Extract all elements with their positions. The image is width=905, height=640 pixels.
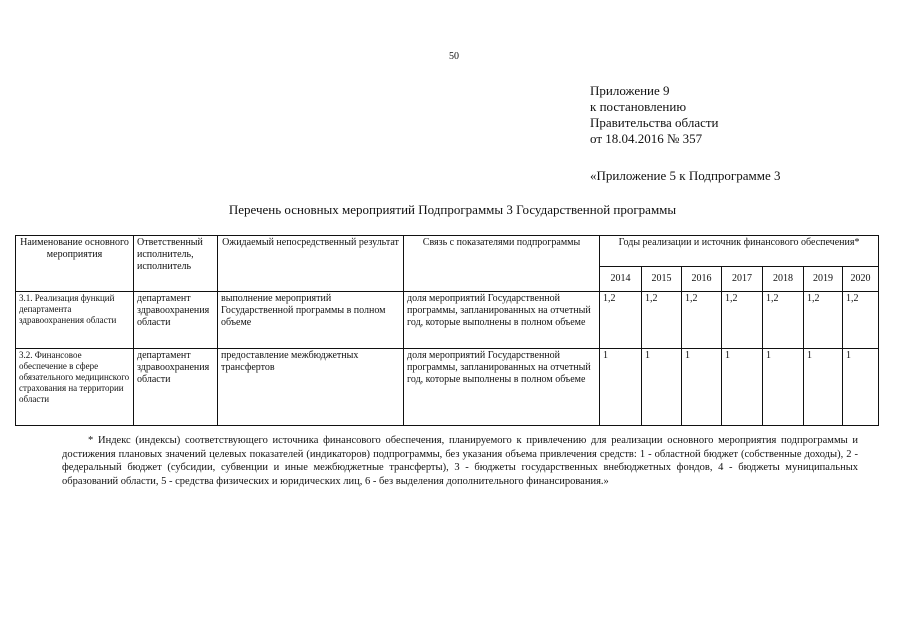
- funding-value: 1: [763, 349, 804, 426]
- table-row: [16, 292, 879, 349]
- approval-line: Правительства области: [590, 115, 719, 130]
- funding-value: 1: [600, 349, 642, 426]
- header-result: Ожидаемый непосредственный результат: [218, 236, 404, 292]
- header-name: Наименование основного мероприятия: [16, 236, 134, 292]
- funding-value: 1: [843, 349, 879, 426]
- funding-value: 1: [682, 349, 722, 426]
- funding-value: 1: [722, 349, 763, 426]
- page-number: 50: [449, 51, 459, 62]
- measure-name: 3.1. Реализация функций департамента здравоохранения области: [16, 292, 134, 349]
- header-link: Связь с показателями подпрограммы: [404, 236, 600, 292]
- measures-table: [15, 235, 879, 426]
- year-header: 2016: [682, 267, 722, 292]
- year-header: 2014: [600, 267, 642, 292]
- funding-value: 1,2: [843, 292, 879, 349]
- header-row: [16, 236, 879, 267]
- funding-value: 1,2: [642, 292, 682, 349]
- measure-link: доля мероприятий Государственной программы, запланированных на отчетный год, которые выполнены в полном объеме: [404, 292, 600, 349]
- header-years-group: Годы реализации и источник финансового обеспечения*: [600, 236, 879, 267]
- funding-value: 1,2: [722, 292, 763, 349]
- table-row: [16, 349, 879, 426]
- year-header: 2015: [642, 267, 682, 292]
- measure-link: доля мероприятий Государственной программы, запланированных на отчетный год, которые выполнены в полном объеме: [404, 349, 600, 426]
- year-header: 2017: [722, 267, 763, 292]
- appendix-reference: «Приложение 5 к Подпрограмме 3: [590, 168, 781, 183]
- funding-value: 1: [642, 349, 682, 426]
- document-title: Перечень основных мероприятий Подпрограммы 3 Государственной программы: [228, 202, 677, 217]
- year-header: 2018: [763, 267, 804, 292]
- funding-value: 1,2: [682, 292, 722, 349]
- funding-value: 1,2: [804, 292, 843, 349]
- measure-result: выполнение мероприятий Государственной программы в полном объеме: [218, 292, 404, 349]
- approval-line: Приложение 9: [590, 83, 670, 98]
- year-header: 2019: [804, 267, 843, 292]
- measure-executor: департамент здравоохранения области: [134, 292, 218, 349]
- approval-block: [590, 83, 719, 147]
- measure-name: 3.2. Финансовое обеспечение в сфере обязательного медицинского страхования на территории области: [16, 349, 134, 426]
- approval-line: к постановлению: [590, 99, 687, 114]
- measure-result: предоставление межбюджетных трансфертов: [218, 349, 404, 426]
- funding-value: 1,2: [763, 292, 804, 349]
- header-executor: Ответственный исполнитель, исполнитель: [134, 236, 218, 292]
- funding-value: 1,2: [600, 292, 642, 349]
- approval-line: от 18.04.2016 № 357: [590, 131, 703, 146]
- measure-executor: департамент здравоохранения области: [134, 349, 218, 426]
- footnote: * Индекс (индексы) соответствующего источника финансового обеспечения, планируемого к привлечению для реализации основного мероприятия подпрограммы и достижения плановых значений целевых показателей (индикаторов) подпрограммы, без указания объема привлечения средств: 1 - областной бюджет (собственные доходы), 2 - федеральный бюджет (субсидии, субвенции и иные межбюджетные трансферты), 3 - бюджеты государственных внебюджетных фондов, 4 - бюджеты муниципальных образований области, 5 - средства физических и юридических лиц, 6 - без выделения дополнительного финансирования.»: [62, 435, 858, 487]
- funding-value: 1: [804, 349, 843, 426]
- year-header: 2020: [843, 267, 879, 292]
